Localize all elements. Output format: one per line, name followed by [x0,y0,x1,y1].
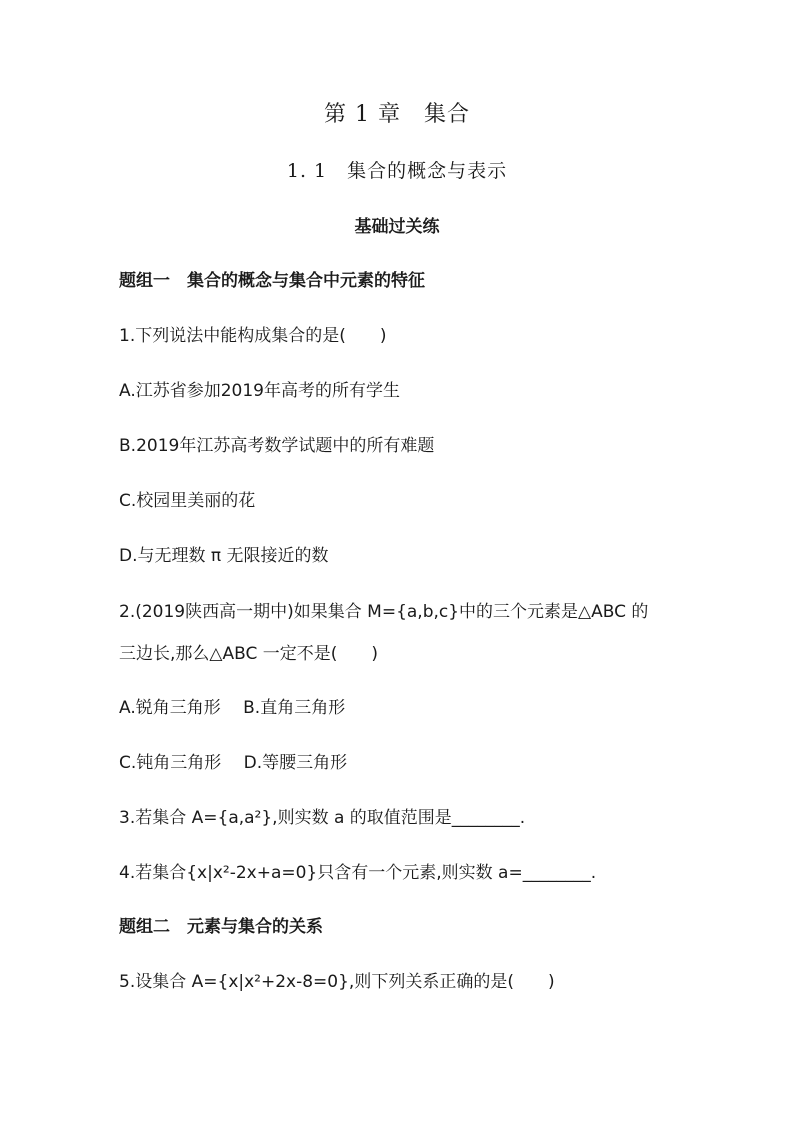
question-1-option-b: B.2019年江苏高考数学试题中的所有难题 [119,436,435,456]
group-heading-2: 题组二 元素与集合的关系 [119,917,323,937]
question-1-option-a: A.江苏省参加2019年高考的所有学生 [119,381,400,401]
question-2-options-line-2: C.钝角三角形 D.等腰三角形 [119,753,348,773]
question-1-option-d: D.与无理数 π 无限接近的数 [119,546,329,566]
question-5-stem: 5.设集合 A={x|x²+2x-8=0},则下列关系正确的是( ) [119,972,555,992]
chapter-title: 第 1 章 集合 [324,102,470,127]
question-1-stem: 1.下列说法中能构成集合的是( ) [119,326,387,346]
question-2-stem-line-2: 三边长,那么△ABC 一定不是( ) [119,644,379,664]
group-heading-1: 题组一 集合的概念与集合中元素的特征 [119,271,425,291]
question-4-stem: 4.若集合{x|x²-2x+a=0}只含有一个元素,则实数 a=________. [119,863,597,883]
question-2-options-line-1: A.锐角三角形 B.直角三角形 [119,698,346,718]
section-title: 1. 1 集合的概念与表示 [286,160,508,182]
question-2-stem-line-1: 2.(2019陕西高一期中)如果集合 M={a,b,c}中的三个元素是△ABC 的 [119,602,649,622]
question-3-stem: 3.若集合 A={a,a²},则实数 a 的取值范围是________. [119,808,526,828]
question-1-option-c: C.校园里美丽的花 [119,491,256,511]
exercise-subheading: 基础过关练 [354,217,440,237]
